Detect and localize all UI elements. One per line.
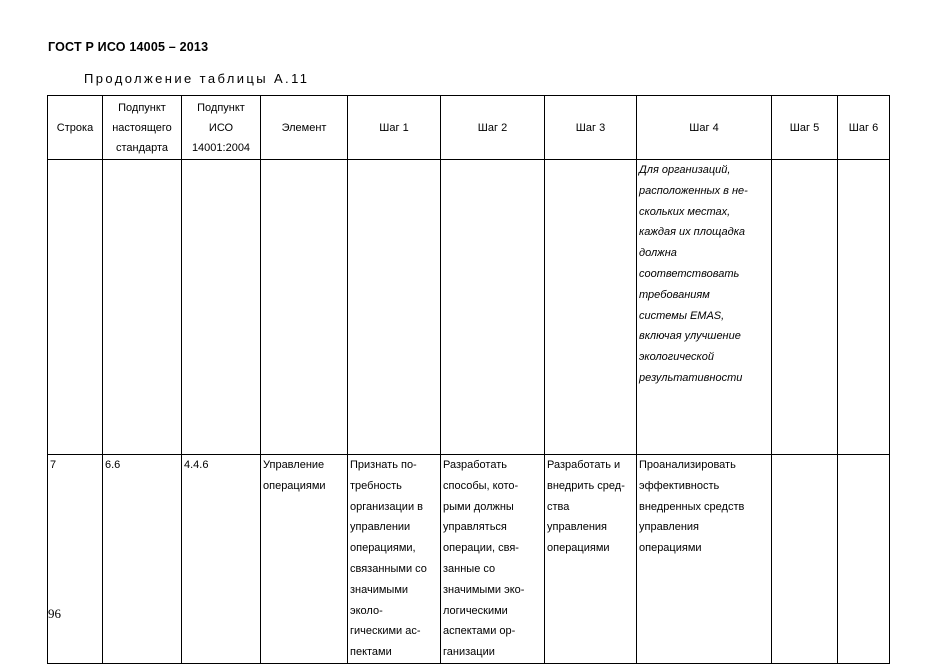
cell-row-number: 7 — [48, 455, 103, 664]
header-step-3: Шаг 3 — [545, 96, 637, 160]
requirements-table — [47, 95, 890, 664]
cell-step-5 — [772, 455, 838, 664]
cell-empty — [103, 160, 182, 455]
cell-empty — [441, 160, 545, 455]
cell-element: Управление операциями — [261, 455, 348, 664]
header-row-number: Строка — [48, 96, 103, 160]
cell-step-6 — [838, 455, 890, 664]
header-step-2: Шаг 2 — [441, 96, 545, 160]
cell-empty — [261, 160, 348, 455]
cell-step-2: Разработать способы, кото- рыми должны управляться операции, свя- занные со значимыми эко- логическими аспектами ор- ганизации — [441, 455, 545, 664]
cell-clause: 6.6 — [103, 455, 182, 664]
cell-empty — [182, 160, 261, 455]
header-clause: Подпункт настоящего стандарта — [103, 96, 182, 160]
table-row-7 — [48, 455, 890, 664]
header-step-1: Шаг 1 — [348, 96, 441, 160]
table-header-row — [48, 96, 890, 160]
cell-empty — [772, 160, 838, 455]
header-element: Элемент — [261, 96, 348, 160]
cell-step-1: Признать по- требность организации в управлении операциями, связанными со значимыми эколо- гическими ас- пектами — [348, 455, 441, 664]
header-step-4: Шаг 4 — [637, 96, 772, 160]
table-caption: Продолжение таблицы А.11 — [84, 71, 310, 86]
cell-step-3: Разработать и внедрить сред- ства управления операциями — [545, 455, 637, 664]
document-title: ГОСТ Р ИСО 14005 – 2013 — [48, 40, 209, 54]
cell-empty — [545, 160, 637, 455]
header-step-6: Шаг 6 — [838, 96, 890, 160]
header-step-5: Шаг 5 — [772, 96, 838, 160]
cell-step-4: Проанализировать эффективность внедренных средств управления операциями — [637, 455, 772, 664]
cell-empty — [348, 160, 441, 455]
cell-iso-clause: 4.4.6 — [182, 455, 261, 664]
header-iso-clause: Подпункт ИСО 14001:2004 — [182, 96, 261, 160]
table-row-continuation — [48, 160, 890, 455]
page-number: 96 — [48, 606, 61, 621]
cell-step-4-emas-note: Для организаций, расположенных в не- скольких местах, каждая их площадка должна соответствовать требованиям системы EMAS, включая улучшение экологической результативности — [637, 160, 772, 455]
cell-empty — [48, 160, 103, 455]
cell-empty — [838, 160, 890, 455]
